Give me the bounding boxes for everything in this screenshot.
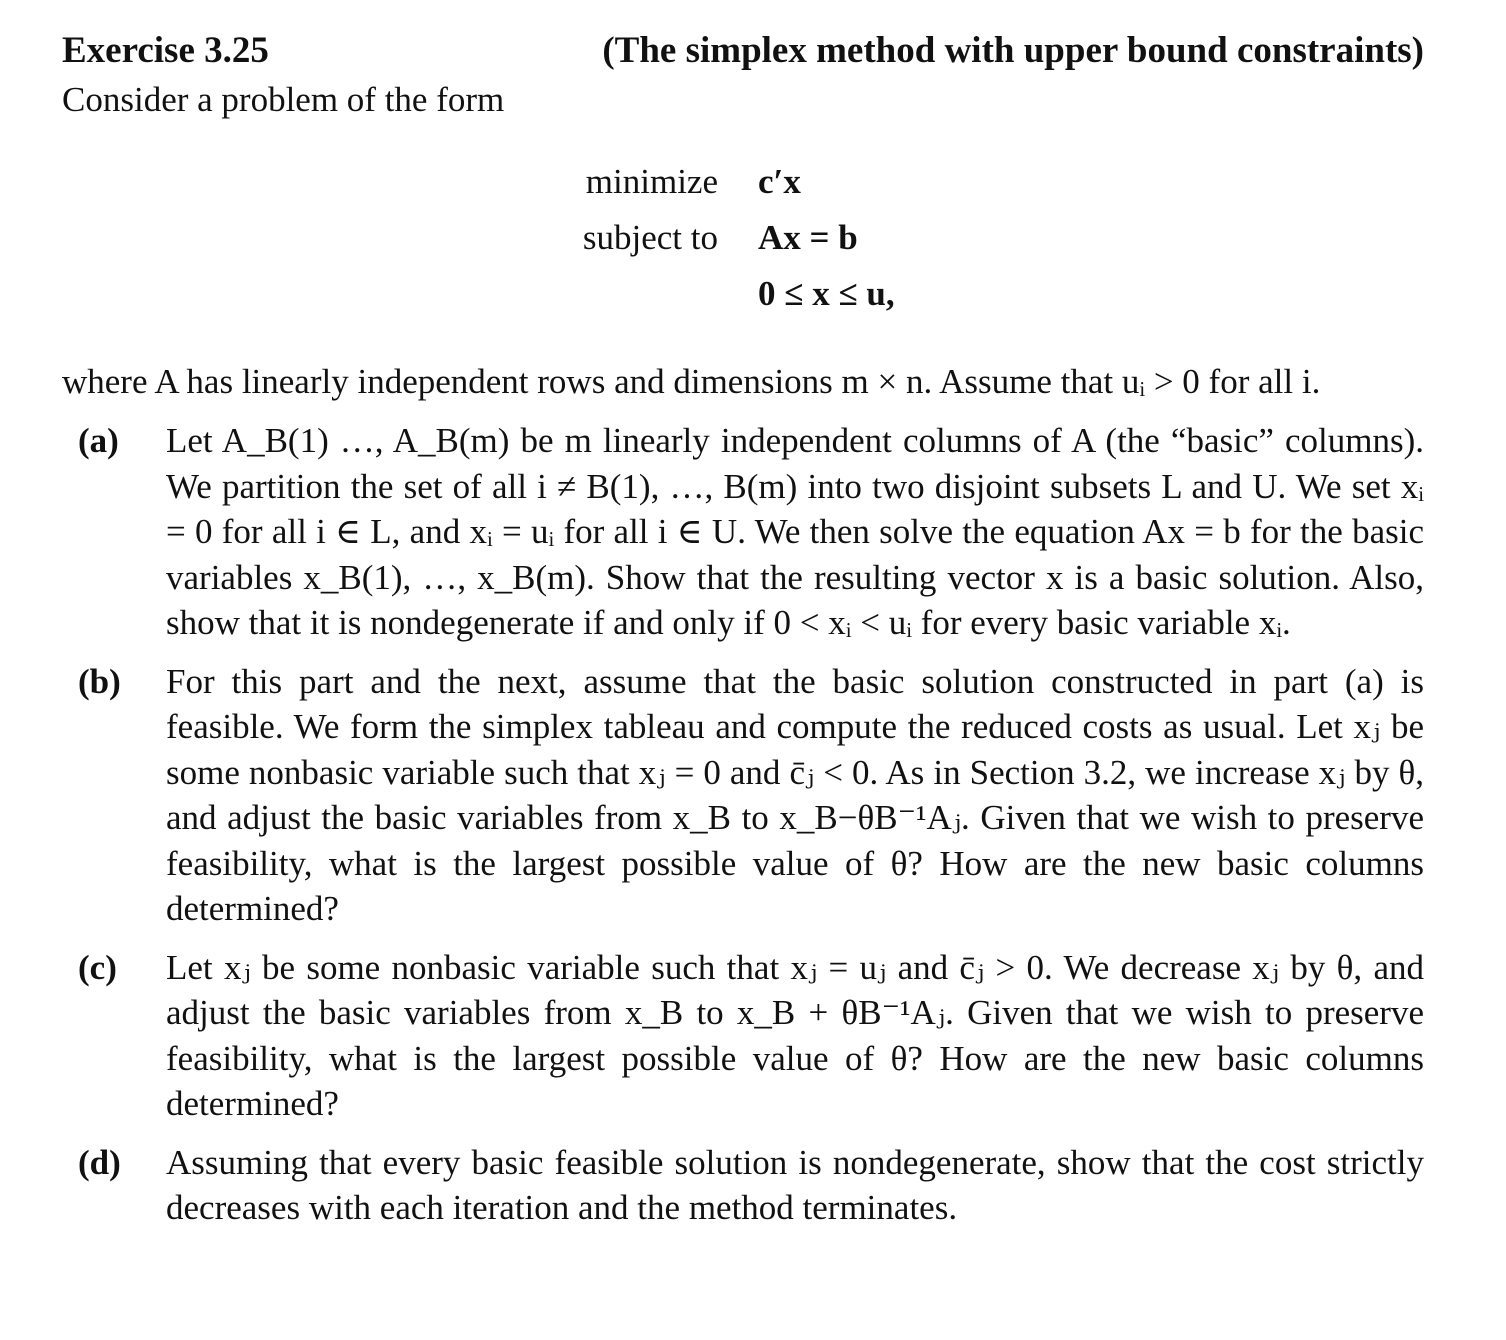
exercise-title: Exercise 3.25	[62, 30, 269, 71]
bound-constraint: 0 ≤ x ≤ u,	[758, 274, 895, 313]
exercise-subtitle: (The simplex method with upper bound constraints)	[602, 30, 1424, 71]
objective-expression: c′x	[758, 162, 801, 201]
part-c-marker: (c)	[78, 947, 117, 987]
part-b	[62, 659, 1424, 932]
part-d-marker: (d)	[78, 1142, 121, 1182]
part-c	[62, 945, 1424, 1127]
optimization-problem	[62, 162, 1424, 332]
equality-constraint: Ax = b	[758, 218, 858, 257]
exercise-intro: Consider a problem of the form	[62, 80, 505, 119]
constraint-label: subject to	[582, 218, 718, 257]
part-d-text: Assuming that every basic feasible solution is nondegenerate, show that the cost strictly decreases with each iteration and the method terminates.	[166, 1142, 1424, 1227]
part-b-text: For this part and the next, assume that the basic solution constructed in part (a) is feasible. We form the simplex tableau and compute the reduced costs as usual. Let xⱼ be some nonbasic variable such that xⱼ = 0 and c̄ⱼ < 0. As in Section 3.2, we increase xⱼ by θ, and adjust the basic variables from x_B to x_B−θB⁻¹Aⱼ. Given that we wish to preserve feasibility, what is the largest possible value of θ? How are the new basic columns determined?	[166, 661, 1424, 928]
problem-context: where A has linearly independent rows and dimensions m × n. Assume that uᵢ > 0 for all i.	[62, 362, 1321, 401]
part-d	[62, 1140, 1424, 1231]
part-a	[62, 418, 1424, 646]
part-c-text: Let xⱼ be some nonbasic variable such that xⱼ = uⱼ and c̄ⱼ > 0. We decrease xⱼ by θ, and adjust the basic variables from x_B to x_B + θB⁻¹Aⱼ. Given that we wish to preserve feasibility, what is the largest possible value of θ? How are the new basic columns determined?	[166, 947, 1424, 1123]
objective-label: minimize	[585, 162, 718, 201]
part-b-marker: (b)	[78, 661, 121, 701]
part-a-marker: (a)	[78, 421, 119, 460]
exercise-page	[62, 26, 1424, 1231]
exercise-heading	[62, 26, 1424, 76]
part-a-text: Let A_B(1) …, A_B(m) be m linearly independent columns of A (the “basic” columns). We partition the set of all i ≠ B(1), …, B(m) into two disjoint subsets L and U. We set xᵢ = 0 for all i ∈ L, and xᵢ = uᵢ for all i ∈ U. We then solve the equation Ax = b for the basic variables x_B(1), …, x_B(m). Show that the resulting vector x is a basic solution. Also, show that it is nondegenerate if and only if 0 < xᵢ < uᵢ for every basic variable xᵢ.	[166, 421, 1424, 642]
